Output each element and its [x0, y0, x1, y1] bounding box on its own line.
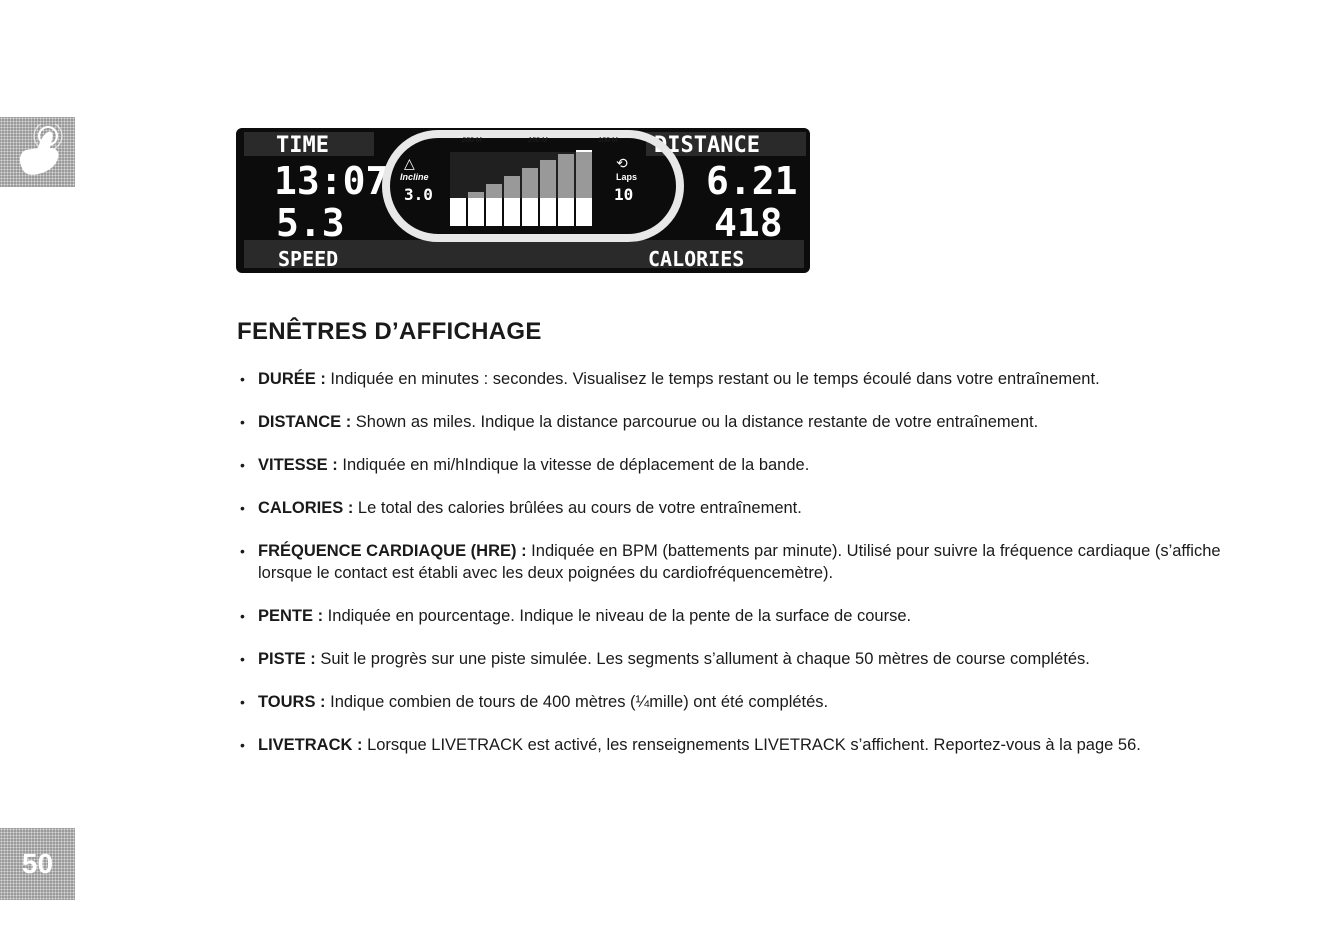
- speed-label: SPEED: [278, 247, 339, 271]
- section-heading: FENÊTRES D’AFFICHAGE: [237, 318, 542, 345]
- track-marker: 150 M: [528, 137, 548, 144]
- item-term: VITESSE :: [258, 456, 338, 474]
- workout-profile: [450, 150, 592, 226]
- laps-icon: ⟲: [616, 155, 628, 171]
- calories-label: CALORIES: [648, 247, 745, 271]
- page-number: 50: [0, 828, 75, 900]
- laps-value: 10: [614, 185, 634, 204]
- track-marker: 200 M: [462, 137, 482, 144]
- item-term: PENTE :: [258, 607, 324, 625]
- item-text: Indiquée en BPM (battements par minute). Utilisé pour suivre la fréquence cardiaque (s’affiche lorsque le contact est établi avec les deux poignées du cardiofréquencemètre).: [258, 542, 1221, 582]
- incline-value: 3.0: [404, 185, 433, 204]
- console-display: [236, 128, 810, 273]
- list-item: [240, 691, 1240, 713]
- list-item: [240, 411, 1240, 433]
- list-item: [240, 734, 1240, 756]
- list-item: [240, 648, 1240, 670]
- calories-value: 418: [714, 201, 783, 245]
- list-item: [240, 605, 1240, 627]
- item-text: Lorsque LIVETRACK est activé, les renseignements LIVETRACK s’affichent. Reportez-vous à la page 56.: [362, 736, 1141, 754]
- list-item: [240, 497, 1240, 519]
- item-text: Indique combien de tours de 400 mètres (¼mille) ont été complétés.: [325, 693, 829, 711]
- incline-icon: △: [404, 155, 415, 171]
- hand-touch-icon: [8, 124, 72, 184]
- track-marker: 100 M: [598, 137, 618, 144]
- item-term: DURÉE :: [258, 370, 326, 388]
- laps-label: Laps: [616, 172, 638, 182]
- distance-value: 6.21: [706, 159, 798, 203]
- item-term: TOURS :: [258, 693, 326, 711]
- incline-label: Incline: [400, 172, 429, 182]
- item-text: Indiquée en pourcentage. Indique le niveau de la pente de la surface de course.: [323, 607, 912, 625]
- display-windows-list: [240, 368, 1240, 777]
- item-term: DISTANCE :: [258, 413, 352, 431]
- distance-label: DISTANCE: [654, 133, 760, 158]
- list-item: [240, 540, 1240, 584]
- item-text: Le total des calories brûlées au cours de votre entraînement.: [353, 499, 802, 517]
- item-text: Indiquée en minutes : secondes. Visualisez le temps restant ou le temps écoulé dans votre entraînement.: [325, 370, 1100, 388]
- item-term: CALORIES :: [258, 499, 354, 517]
- list-item: [240, 454, 1240, 476]
- time-label: TIME: [276, 133, 329, 158]
- item-term: LIVETRACK :: [258, 736, 363, 754]
- speed-value: 5.3: [276, 201, 345, 245]
- item-text: Indiquée en mi/hIndique la vitesse de déplacement de la bande.: [337, 456, 810, 474]
- list-item: [240, 368, 1240, 390]
- item-text: Shown as miles. Indique la distance parcourue ou la distance restante de votre entraînement.: [351, 413, 1039, 431]
- time-value: 13:07: [274, 159, 389, 203]
- item-text: Suit le progrès sur une piste simulée. Les segments s’allument à chaque 50 mètres de course complétés.: [315, 650, 1090, 668]
- item-term: PISTE :: [258, 650, 316, 668]
- item-term: FRÉQUENCE CARDIAQUE (HRE) :: [258, 542, 527, 560]
